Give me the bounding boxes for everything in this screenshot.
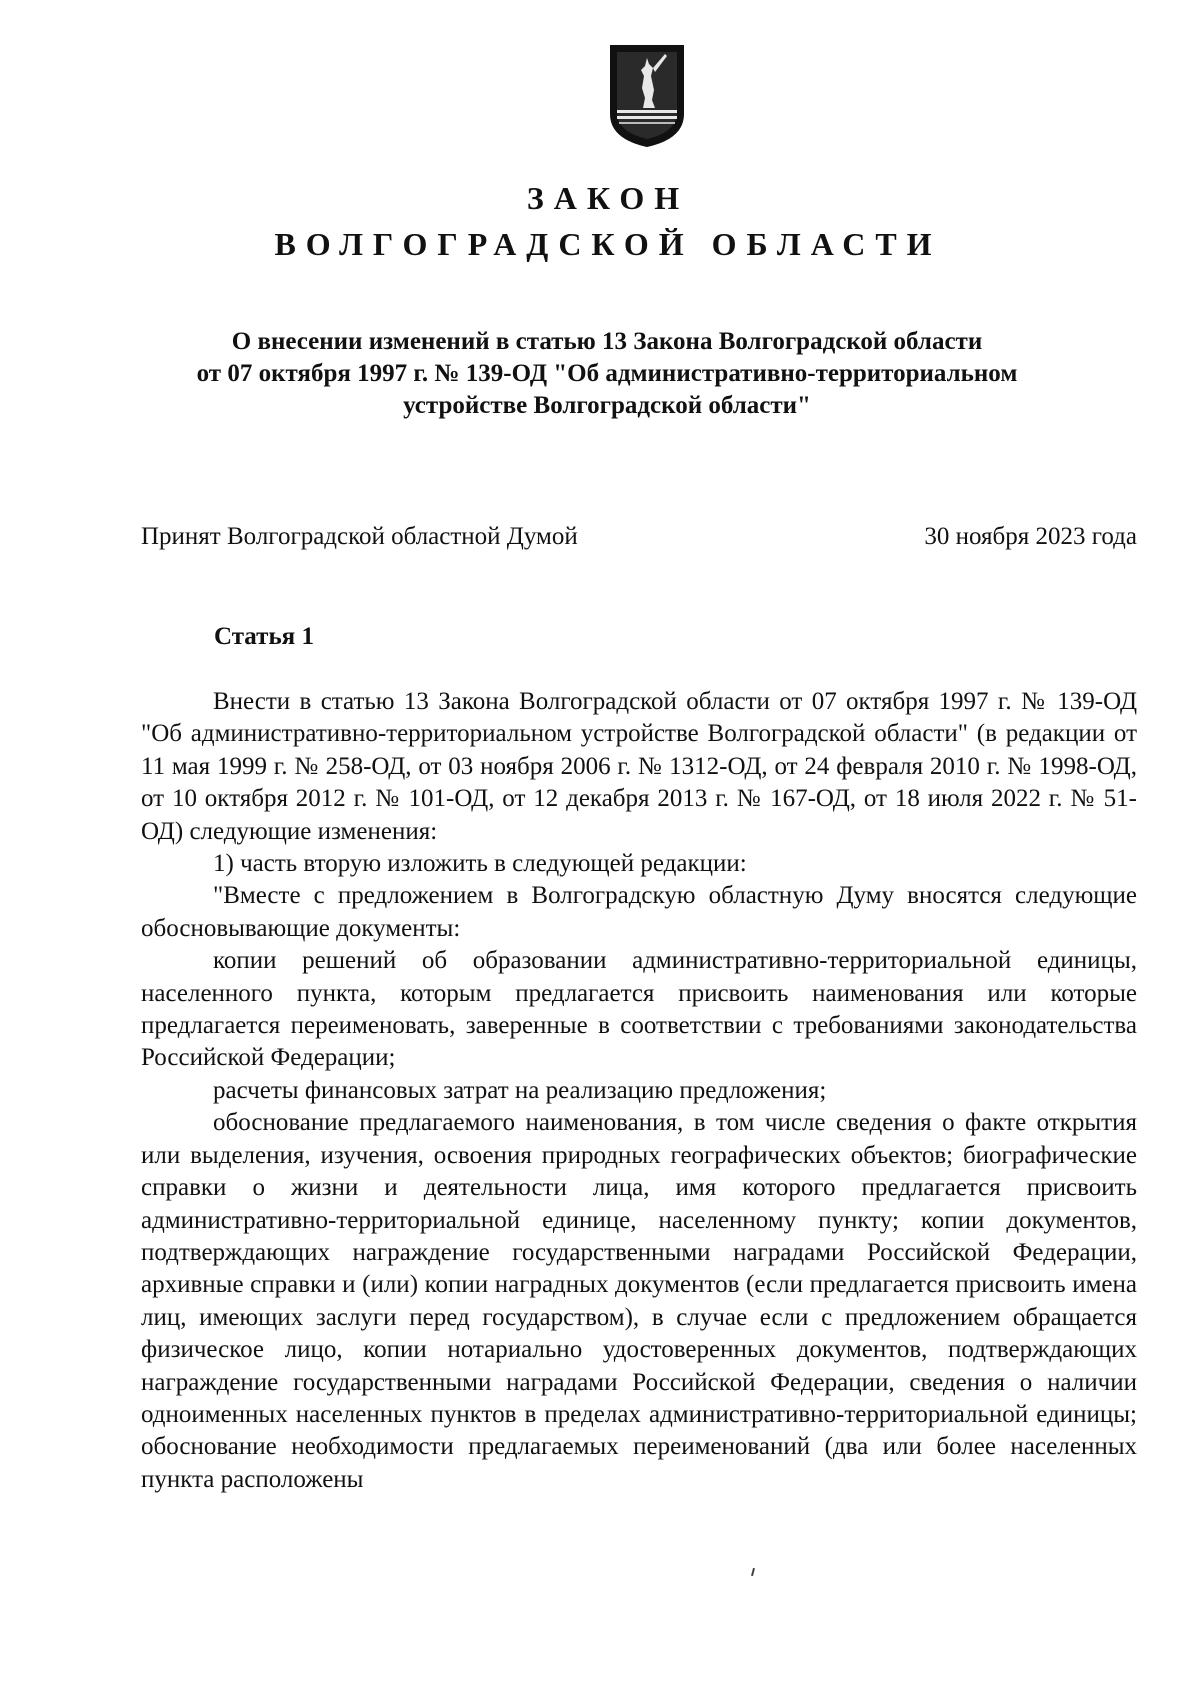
article-paragraph: обоснование предлагаемого наименования, в том числе сведения о факте открытия или выделения, изучения, освоения природных географических объектов; биографические справки о жизни и деятельности лица, имя которого предлагается присвоить административно-территориальной единице, населенному пункту; копии документов, подтверждающих награждение государственными наградами Российской Федерации, архивные справки и (или) копии наградных документов (если предлагается присвоить имена лиц, имеющих заслуги перед государством), в случае если с предложением обращается физическое лицо, копии нотариально удостоверенных документов, подтверждающих награждение государственными наградами Российской Федерации, сведения о наличии одноименных населенных пунктов в пределах административно-территориальной единицы; обоснование необходимости предлагаемых переименований (два или более населенных пункта расположены [141, 1109, 1137, 1493]
scan-mark [751, 1568, 755, 1576]
law-title: ЗАКОН [526, 180, 690, 216]
article-paragraph: Внести в статью 13 Закона Волгоградской области от 07 октября 1997 г. № 139-ОД "Об административно-территориальном устройстве Волгоградской области" (в редакции от 11 мая 1999 г. № 258-ОД, от 03 ноября 2006 г. № 1312-ОД, от 24 февраля 2010 г. № 1998-ОД, от 10 октября 2012 г. № 101-ОД, от 12 декабря 2013 г. № 167-ОД, от 18 июля 2022 г. № 51-ОД) следующие изменения: [141, 688, 1137, 845]
article-paragraph: расчеты финансовых затрат на реализацию предложения; [213, 1076, 827, 1104]
article-paragraph: копии решений об образовании административно-территориальной единицы, населенного пункта, которым предлагается присвоить наименования или которые предлагается переименовать, заверенные в соответствии с требованиями законодательства Российской Федерации; [141, 947, 1137, 1072]
subject-line: от 07 октября 1997 г. № 139-ОД "Об административно-территориальном [196, 360, 1018, 387]
adopted-by: Принят Волгоградской областной Думой [141, 523, 578, 550]
article-paragraph: 1) часть вторую изложить в следующей редакции: [213, 850, 747, 878]
subject-line: устройстве Волгоградской области" [403, 392, 811, 419]
article-heading: Статья 1 [214, 623, 314, 650]
law-region-title: ВОЛГОГРАДСКОЙ ОБЛАСТИ [274, 226, 942, 262]
law-subject [140, 326, 1074, 422]
article-paragraph: "Вместе с предложением в Волгоградскую областную Думу вносятся следующие обосновывающие документы: [141, 882, 1137, 942]
adoption-line [141, 523, 1137, 551]
adoption-date: 30 ноября 2023 года [924, 523, 1137, 550]
article-body [141, 686, 1137, 1496]
volgograd-coat-of-arms-icon [607, 42, 687, 150]
subject-line: О внесении изменений в статью 13 Закона Волгоградской области [231, 328, 983, 355]
